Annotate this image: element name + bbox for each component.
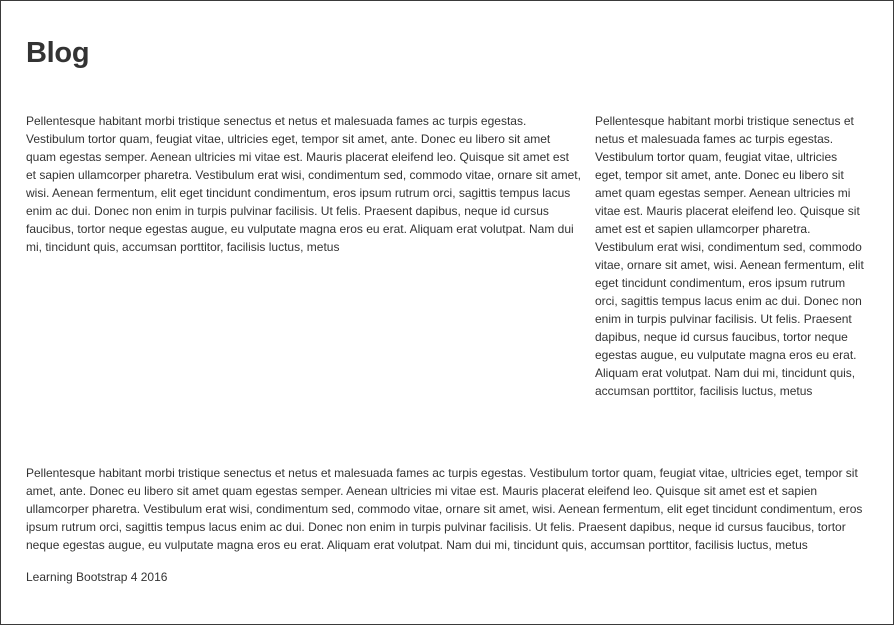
page-title: Blog xyxy=(26,37,90,69)
sidebar-paragraph: Pellentesque habitant morbi tristique senectus et netus et malesuada fames ac turpis egestas. Vestibulum tortor quam, feugiat vitae, ultricies eget, tempor sit amet, ante. Donec eu libero sit amet quam egestas semper. Aenean ultricies mi vitae est. Mauris placerat eleifend leo. Quisque sit amet est et sapien ullamcorper pharetra. Vestibulum erat wisi, condimentum sed, commodo vitae, ornare sit amet, wisi. Aenean fermentum, elit eget tincidunt condimentum, eros ipsum rutrum orci, sagittis tempus lacus enim ac dui. Donec non enim in turpis pulvinar facilisis. Ut felis. Praesent dapibus, neque id cursus faucibus, tortor neque egestas augue, eu vulputate magna eros eu erat. Aliquam erat volutpat. Nam dui mi, tincidunt quis, accumsan porttitor, facilisis luctus, metus xyxy=(595,114,864,398)
footer-text: Learning Bootstrap 4 2016 xyxy=(26,570,168,584)
main-content-paragraph: Pellentesque habitant morbi tristique senectus et netus et malesuada fames ac turpis egestas. Vestibulum tortor quam, feugiat vitae, ultricies eget, tempor sit amet, ante. Donec eu libero sit amet quam egestas semper. Aenean ultricies mi vitae est. Mauris placerat eleifend leo. Quisque sit amet est et sapien ullamcorper pharetra. Vestibulum erat wisi, condimentum sed, commodo vitae, ornare sit amet, wisi. Aenean fermentum, elit eget tincidunt condimentum, eros ipsum rutrum orci, sagittis tempus lacus enim ac dui. Donec non enim in turpis pulvinar facilisis. Ut felis. Praesent dapibus, neque id cursus faucibus, tortor neque egestas augue, eu vulputate magna eros eu erat. Aliquam erat volutpat. Nam dui mi, tincidunt quis, accumsan porttitor, facilisis luctus, metus xyxy=(26,114,581,254)
full-width-paragraph: Pellentesque habitant morbi tristique senectus et netus et malesuada fames ac turpis egestas. Vestibulum tortor quam, feugiat vitae, ultricies eget, tempor sit amet, ante. Donec eu libero sit amet quam egestas semper. Aenean ultricies mi vitae est. Mauris placerat eleifend leo. Quisque sit amet est et sapien ullamcorper pharetra. Vestibulum erat wisi, condimentum sed, commodo vitae, ornare sit amet, wisi. Aenean fermentum, elit eget tincidunt condimentum, eros ipsum rutrum orci, sagittis tempus lacus enim ac dui. Donec non enim in turpis pulvinar facilisis. Ut felis. Praesent dapibus, neque id cursus faucibus, tortor neque egestas augue, eu vulputate magna eros eu erat. Aliquam erat volutpat. Nam dui mi, tincidunt quis, accumsan porttitor, facilisis luctus, metus xyxy=(26,466,863,552)
